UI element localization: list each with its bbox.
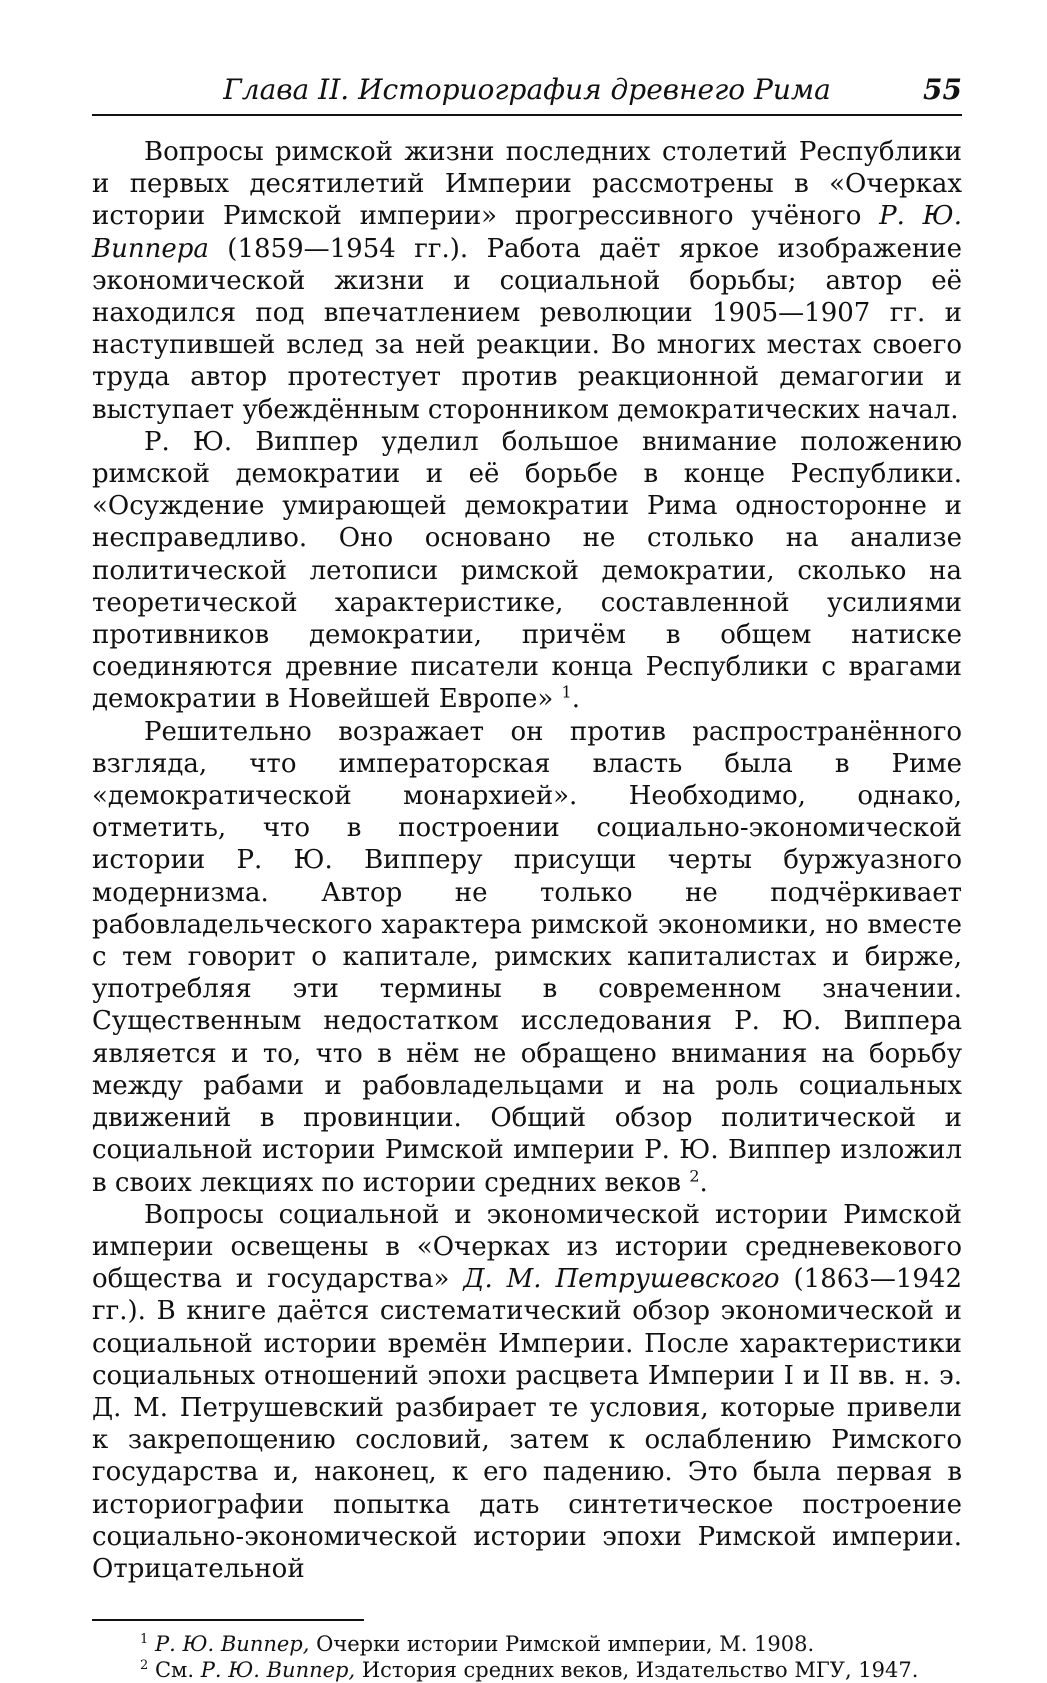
footnote-ref-1: 1 — [561, 682, 572, 702]
main-text — [92, 136, 962, 1585]
author-name-petrushevsky: Д. М. Петрушевского — [463, 1264, 780, 1295]
footnotes — [92, 1631, 962, 1683]
paragraph-1: Вопросы римской жизни последних столетий Республики и первых десятилетий Империи рассмотрены в «Очерках истории Римской империи» прогрессивного учёного Р. Ю. Виппера (1859—1954 гг.). Работа даёт яркое изображение экономической жизни и социальной борьбы; автор её находился под впечатлением революции 1905—1907 гг. и наступившей вслед за ней реакции. Во многих местах своего труда автор протестует против реакционной демагогии и выступает убеждённым сторонником демократических начал. — [92, 137, 962, 425]
chapter-title: Глава II. Историография древнего Рима — [223, 73, 831, 106]
paragraph-2: Р. Ю. Виппер уделил большое внимание положению римской демократии и её борьбе в конце Республики. «Осуждение умирающей демократии Рима односторонне и несправедливо. Оно основано не столько на анализе политической летописи римской демократии, сколько на теоретической характеристике, составленной усилиями противников демократии, причём в общем натиске соединяются древние писатели конца Республики с врагами демократии в Новейшей Европе» $^1$. — [92, 426, 962, 715]
page-number: 55 — [923, 73, 962, 106]
footnote-ref-2: 2 — [689, 1165, 700, 1185]
running-head — [92, 70, 962, 116]
footnote-divider — [92, 1619, 364, 1621]
footnote-1: $^1$ Р. Ю. Виппер, Очерки истории Римской империи, М. 1908. — [140, 1632, 815, 1657]
footnote-2: $^2$ См. Р. Ю. Виппер, История средних веков, Издательство МГУ, 1947. — [140, 1658, 919, 1683]
author-name-vipper: Р. Ю. Виппера — [92, 201, 962, 264]
book-page — [92, 70, 962, 1683]
paragraph-4: Вопросы социальной и экономической истории Римской империи освещены в «Очерках из истории средневекового общества и государства» Д. М. Петрушевского (1863—1942 гг.). В книге даётся систематический обзор экономической и социальной истории времён Империи. После характеристики социальных отношений эпохи расцвета Империи I и II вв. н. э. Д. М. Петрушевский разбирает те условия, которые привели к закрепощению сословий, затем к ослаблению Римского государства и, наконец, к его падению. Это была первая в историографии попытка дать синтетическое построение социально-экономической истории эпохи Римской империи. Отрицательной — [92, 1199, 962, 1584]
paragraph-3: Решительно возражает он против распространённого взгляда, что императорская власть была в Риме «демократической монархией». Необходимо, однако, отметить, что в построении социально-экономической истории Р. Ю. Випперу присущи черты буржуазного модернизма. Автор не только не подчёркивает рабовладельческого характера римской экономики, но вместе с тем говорит о капитале, римских капиталистах и бирже, употребляя эти термины в современном значении. Существенным недостатком исследования Р. Ю. Виппера является и то, что в нём не обращено внимания на борьбу между рабами и рабовладельцами и на роль социальных движений в провинции. Общий обзор политической и социальной истории Римской империи Р. Ю. Виппер изложил в своих лекциях по истории средних веков $^2$. — [92, 716, 962, 1198]
